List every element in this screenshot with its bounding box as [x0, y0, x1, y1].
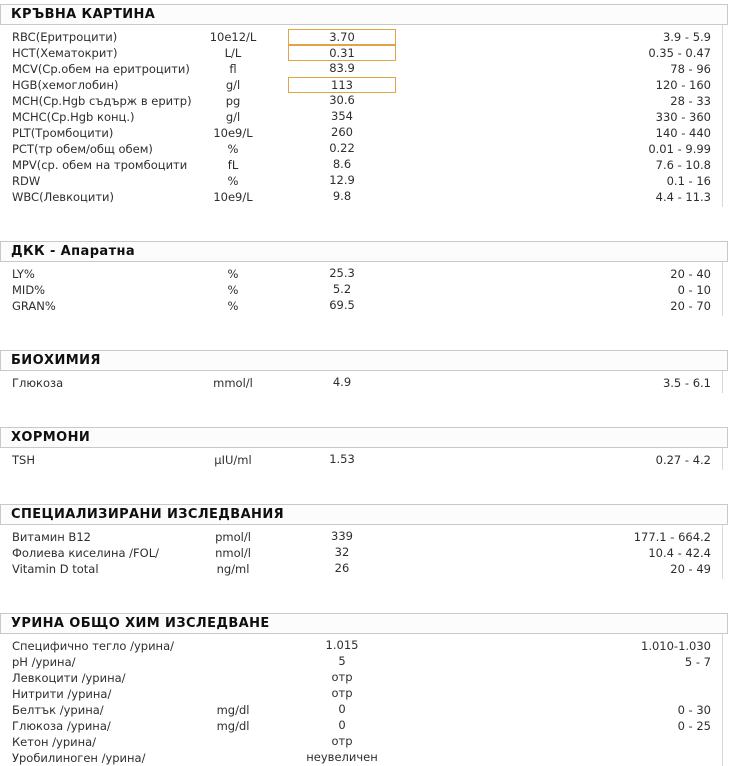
report-section — [0, 4, 730, 207]
test-unit: ng/ml — [216, 562, 250, 576]
test-value: 5.2 — [332, 282, 352, 296]
test-value: 1.53 — [329, 452, 355, 466]
test-name: PLT(Тромбоцити) — [12, 126, 114, 140]
test-value: 12.9 — [329, 173, 355, 187]
reference-range: 0 - 30 — [677, 703, 711, 717]
table-row — [0, 375, 722, 391]
section-title: ХОРМОНИ — [0, 427, 728, 448]
section-rows — [0, 25, 723, 207]
test-unit: nmol/l — [215, 546, 251, 560]
test-value: 26 — [334, 561, 350, 575]
table-row — [0, 452, 722, 468]
reference-range: 1.010-1.030 — [641, 639, 711, 653]
test-name: Уробилиноген /урина/ — [12, 751, 146, 765]
reference-range: 20 - 49 — [670, 562, 711, 576]
table-row — [0, 654, 722, 670]
reference-range: 0.1 - 16 — [666, 174, 711, 188]
test-value: 30.6 — [329, 93, 355, 107]
table-row — [0, 638, 722, 654]
reference-range: 140 - 440 — [655, 126, 711, 140]
table-row — [0, 282, 722, 298]
section-title: БИОХИМИЯ — [0, 350, 728, 371]
table-row — [0, 125, 722, 141]
test-value: 0 — [338, 718, 346, 732]
table-row — [0, 189, 722, 205]
test-value: 0.31 — [288, 45, 396, 61]
test-name: Кетон /урина/ — [12, 735, 97, 749]
test-unit: µIU/ml — [214, 453, 252, 467]
test-name: Белтък /урина/ — [12, 703, 104, 717]
test-name: MCHC(Ср.Hgb конц.) — [12, 110, 135, 124]
test-value: отр — [331, 734, 353, 748]
reference-range: 177.1 - 664.2 — [633, 530, 711, 544]
report-section — [0, 241, 730, 316]
test-unit: % — [227, 267, 239, 281]
test-unit: pmol/l — [215, 530, 251, 544]
table-row — [0, 77, 722, 93]
test-value: 339 — [331, 529, 353, 543]
test-value: 113 — [288, 77, 396, 93]
test-name: TSH — [12, 453, 35, 467]
section-rows — [0, 634, 723, 766]
reference-range: 78 - 96 — [670, 62, 711, 76]
test-unit: 10e9/L — [213, 190, 253, 204]
table-row — [0, 157, 722, 173]
reference-range: 0 - 10 — [677, 283, 711, 297]
test-value: отр — [331, 686, 353, 700]
test-unit: % — [227, 174, 239, 188]
test-name: HGB(хемоглобин) — [12, 78, 119, 92]
table-row — [0, 93, 722, 109]
test-value: 4.9 — [332, 375, 352, 389]
test-name: GRAN% — [12, 299, 56, 313]
test-value: 0.22 — [329, 141, 355, 155]
test-name: MPV(ср. обем на тромбоцити — [12, 158, 188, 172]
reference-range: 330 - 360 — [655, 110, 711, 124]
reference-range: 0.35 - 0.47 — [648, 46, 711, 60]
reference-range: 0.27 - 4.2 — [655, 453, 711, 467]
table-row — [0, 266, 722, 282]
reference-range: 20 - 40 — [670, 267, 711, 281]
test-unit: 10e9/L — [213, 126, 253, 140]
test-unit: % — [227, 283, 239, 297]
test-unit: L/L — [224, 46, 242, 60]
test-name: MCV(Ср.обем на еритроцити) — [12, 62, 190, 76]
test-name: Витамин B12 — [12, 530, 91, 544]
test-name: LY% — [12, 267, 35, 281]
test-unit: % — [227, 299, 239, 313]
test-name: Vitamin D total — [12, 562, 99, 576]
test-value: неувеличен — [306, 750, 378, 764]
test-name: HCT(Хематокрит) — [12, 46, 118, 60]
test-value: 5 — [338, 654, 346, 668]
reference-range: 0 - 25 — [677, 719, 711, 733]
section-rows — [0, 448, 723, 470]
table-row — [0, 734, 722, 750]
table-row — [0, 545, 722, 561]
test-unit: fl — [229, 62, 237, 76]
test-name: RBC(Еритроцити) — [12, 30, 118, 44]
test-unit: mg/dl — [216, 719, 250, 733]
test-value: 3.70 — [288, 29, 396, 45]
test-name: Фолиева киселина /FOL/ — [12, 546, 160, 560]
test-name: RDW — [12, 174, 41, 188]
test-name: Левкоцити /урина/ — [12, 671, 126, 685]
reference-range: 10.4 - 42.4 — [648, 546, 711, 560]
test-value: 9.8 — [332, 189, 352, 203]
test-unit: mmol/l — [213, 376, 253, 390]
section-rows — [0, 371, 723, 393]
reference-range: 7.6 - 10.8 — [655, 158, 711, 172]
section-rows — [0, 525, 723, 579]
report-section — [0, 613, 730, 766]
report-section — [0, 427, 730, 470]
reference-range: 4.4 - 11.3 — [655, 190, 711, 204]
test-unit: g/l — [225, 110, 241, 124]
section-title: УРИНА ОБЩО ХИМ ИЗСЛЕДВАНЕ — [0, 613, 728, 634]
reference-range: 20 - 70 — [670, 299, 711, 313]
test-name: Специфично тегло /урина/ — [12, 639, 174, 653]
table-row — [0, 686, 722, 702]
section-title: КРЪВНА КАРТИНА — [0, 4, 728, 25]
reference-range: 3.9 - 5.9 — [662, 30, 711, 44]
test-name: WBC(Левкоцити) — [12, 190, 115, 204]
section-rows — [0, 262, 723, 316]
reference-range: 0.01 - 9.99 — [648, 142, 711, 156]
table-row — [0, 29, 722, 45]
reference-range: 5 - 7 — [684, 655, 711, 669]
test-value: отр — [331, 670, 353, 684]
table-row — [0, 298, 722, 314]
table-row — [0, 750, 722, 766]
test-value: 83.9 — [329, 61, 355, 75]
table-row — [0, 109, 722, 125]
reference-range: 3.5 - 6.1 — [662, 376, 711, 390]
table-row — [0, 561, 722, 577]
test-value: 260 — [331, 125, 353, 139]
table-row — [0, 61, 722, 77]
test-value: 32 — [334, 545, 350, 559]
report-section — [0, 350, 730, 393]
test-unit: 10e12/L — [209, 30, 257, 44]
table-row — [0, 670, 722, 686]
test-value: 25.3 — [329, 266, 355, 280]
test-name: MCH(Ср.Hgb съдърж в еритр) — [12, 94, 192, 108]
test-name: pH /урина/ — [12, 655, 76, 669]
report-section — [0, 504, 730, 579]
test-value: 8.6 — [332, 157, 352, 171]
test-value: 0 — [338, 702, 346, 716]
table-row — [0, 45, 722, 61]
table-row — [0, 529, 722, 545]
table-row — [0, 173, 722, 189]
test-name: MID% — [12, 283, 46, 297]
test-name: Глюкоза — [12, 376, 64, 390]
test-unit: % — [227, 142, 239, 156]
reference-range: 28 - 33 — [670, 94, 711, 108]
test-unit: fL — [227, 158, 239, 172]
test-name: Глюкоза /урина/ — [12, 719, 111, 733]
test-unit: pg — [225, 94, 241, 108]
test-value: 1.015 — [325, 638, 359, 652]
table-row — [0, 702, 722, 718]
test-name: PCT(тр обем/общ обем) — [12, 142, 153, 156]
section-title: ДКК - Апаратна — [0, 241, 728, 262]
test-value: 69.5 — [329, 298, 355, 312]
table-row — [0, 718, 722, 734]
section-title: СПЕЦИАЛИЗИРАНИ ИЗСЛЕДВАНИЯ — [0, 504, 728, 525]
test-value: 354 — [331, 109, 353, 123]
test-unit: g/l — [225, 78, 241, 92]
table-row — [0, 141, 722, 157]
test-unit: mg/dl — [216, 703, 250, 717]
reference-range: 120 - 160 — [655, 78, 711, 92]
test-name: Нитрити /урина/ — [12, 687, 112, 701]
